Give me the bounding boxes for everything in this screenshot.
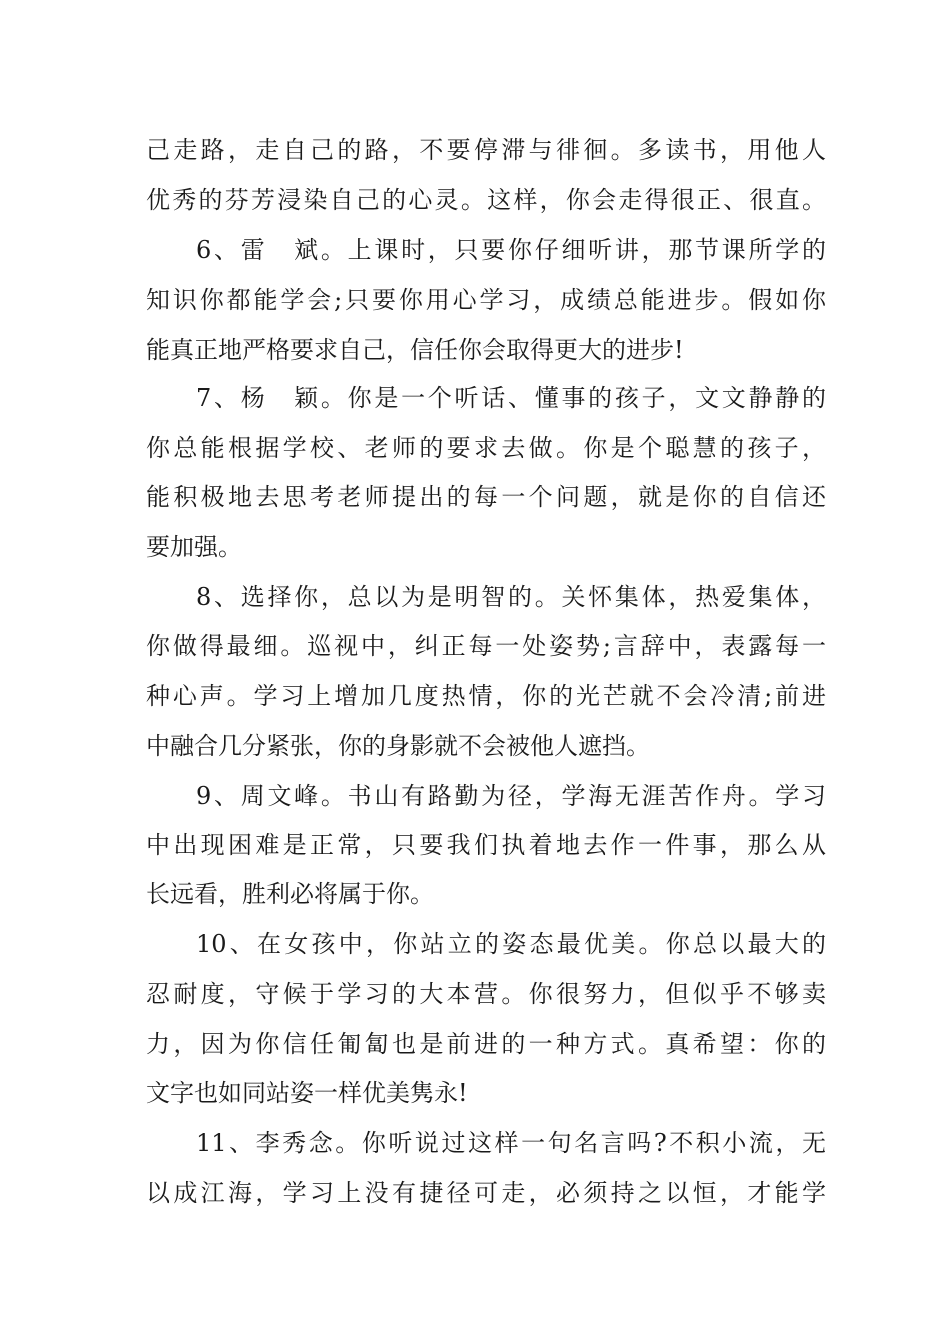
text-line: 你总能根据学校、老师的要求去做。你是个聪慧的孩子， [146,434,826,462]
text-line: 长远看，胜利必将属于你。 [146,880,434,908]
text-line: 力，因为你信任匍匐也是前进的一种方式。真希望：你的 [146,1030,826,1058]
text-line: 要加强。 [146,533,242,561]
text-line: 中出现困难是正常，只要我们执着地去作一件事，那么从 [146,831,826,859]
text-line: 能积极地去思考老师提出的每一个问题，就是你的自信还 [146,483,826,511]
text-line: 种心声。学习上增加几度热情，你的光芒就不会冷清;前进 [146,682,826,710]
text-line: 中融合几分紧张，你的身影就不会被他人遮挡。 [146,732,650,760]
text-line: 8、选择你，总以为是明智的。关怀集体，热爱集体， [196,583,826,611]
text-line: 文字也如同站姿一样优美隽永! [146,1079,468,1107]
text-line: 9、周文峰。书山有路勤为径，学海无涯苦作舟。学习 [196,782,826,810]
text-line: 己走路，走自己的路，不要停滞与徘徊。多读书，用他人 [146,136,826,164]
text-line: 11、李秀念。你听说过这样一句名言吗?不积小流，无 [196,1129,826,1157]
text-line: 能真正地严格要求自己，信任你会取得更大的进步! [146,336,684,364]
text-line: 7、杨 颖。你是一个听话、懂事的孩子，文文静静的 [196,384,826,412]
text-line: 以成江海，学习上没有捷径可走，必须持之以恒，才能学 [146,1179,826,1207]
text-line: 优秀的芬芳浸染自己的心灵。这样，你会走得很正、很直。 [146,186,826,214]
text-line: 10、在女孩中，你站立的姿态最优美。你总以最大的 [196,930,826,958]
text-line: 知识你都能学会;只要你用心学习，成绩总能进步。假如你 [146,286,826,314]
text-line: 6、雷 斌。上课时，只要你仔细听讲，那节课所学的 [196,236,826,264]
text-line: 忍耐度，守候于学习的大本营。你很努力，但似乎不够卖 [146,980,826,1008]
text-line: 你做得最细。巡视中，纠正每一处姿势;言辞中，表露每一 [146,632,826,660]
